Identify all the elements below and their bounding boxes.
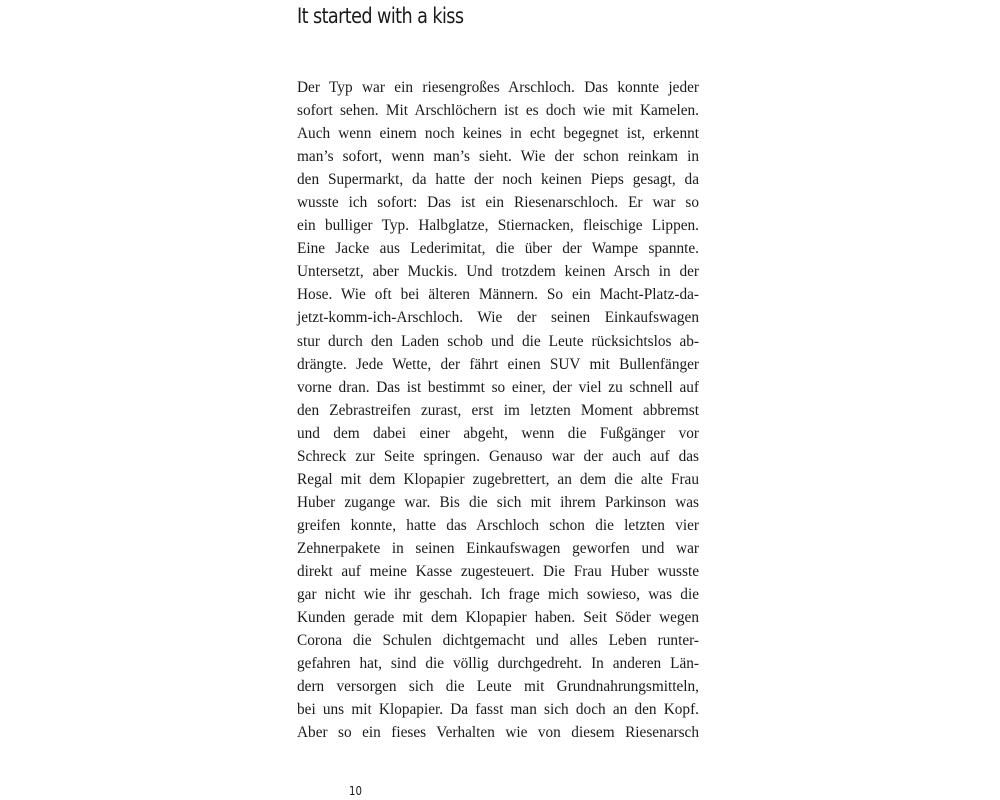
text-line: Aber so ein fieses Verhalten wie von diesem Riesenarsch — [297, 724, 699, 742]
text-line: greifen konnte, hatte das Arschloch schon die letzten vier — [297, 516, 699, 534]
text-line: vorne dran. Das ist bestimmt so einer, der viel zu schnell auf — [297, 378, 699, 396]
text-line: gefahren hat, sind die völlig durchgedreht. In anderen Län- — [297, 655, 699, 673]
text-line: drängte. Jede Wette, der fährt einen SUV mit Bullenfänger — [297, 355, 699, 373]
text-line: Kunden gerade mit dem Klopapier haben. Seit Söder wegen — [297, 609, 699, 627]
text-line: Eine Jacke aus Lederimitat, die über der Wampe spannte. — [297, 240, 699, 258]
text-line: direkt auf meine Kasse zugesteuert. Die Frau Huber wusste — [297, 562, 699, 580]
text-line: Hose. Wie oft bei älteren Männern. So ein Macht-Platz-da- — [297, 286, 699, 304]
text-line: Auch wenn einem noch keines in echt begegnet ist, erkennt — [297, 125, 699, 143]
text-line: Untersetzt, aber Muckis. Und trotzdem keinen Arsch in der — [297, 263, 699, 281]
text-line: den Supermarkt, da hatte der noch keinen Pieps gesagt, da — [297, 171, 699, 189]
text-line: Regal mit dem Klopapier zugebrettert, an dem die alte Frau — [297, 470, 699, 488]
text-line: Huber zugange war. Bis die sich mit ihrem Parkinson was — [297, 493, 699, 511]
text-line: Corona die Schulen dichtgemacht und alles Leben runter- — [297, 632, 699, 650]
text-line: bei uns mit Klopapier. Da fasst man sich doch an den Kopf. — [297, 701, 699, 719]
text-line: man’s sofort, wenn man’s sieht. Wie der schon reinkam in — [297, 148, 699, 166]
page-number: 10 — [349, 784, 362, 798]
text-line: Schreck zur Seite springen. Genauso war der auch auf das — [297, 447, 699, 465]
text-line: gar nicht wie ihr geschah. Ich frage mich sowieso, was die — [297, 586, 699, 604]
text-line: dern versorgen sich die Leute mit Grundnahrungsmitteln, — [297, 678, 699, 696]
chapter-title: It started with a kiss — [297, 4, 464, 28]
text-line: den Zebrastreifen zurast, erst im letzten Moment abbremst — [297, 401, 699, 419]
text-line: wusste ich sofort: Das ist ein Riesenarschloch. Er war so — [297, 194, 699, 212]
text-line: ein bulliger Typ. Halbglatze, Stiernacken, fleischige Lippen. — [297, 217, 699, 235]
text-line: und dem dabei einer abgeht, wenn die Fußgänger vor — [297, 424, 699, 442]
body-text — [297, 76, 699, 744]
text-line: stur durch den Laden schob und die Leute rücksichtslos ab- — [297, 332, 699, 350]
text-line: jetzt-komm-ich-Arschloch. Wie der seinen Einkaufswagen — [297, 309, 699, 327]
text-line: sofort sehen. Mit Arschlöchern ist es doch wie mit Kamelen. — [297, 102, 699, 120]
text-line: Der Typ war ein riesengroßes Arschloch. Das konnte jeder — [297, 79, 699, 96]
text-line: Zehnerpakete in seinen Einkaufswagen geworfen und war — [297, 539, 699, 557]
